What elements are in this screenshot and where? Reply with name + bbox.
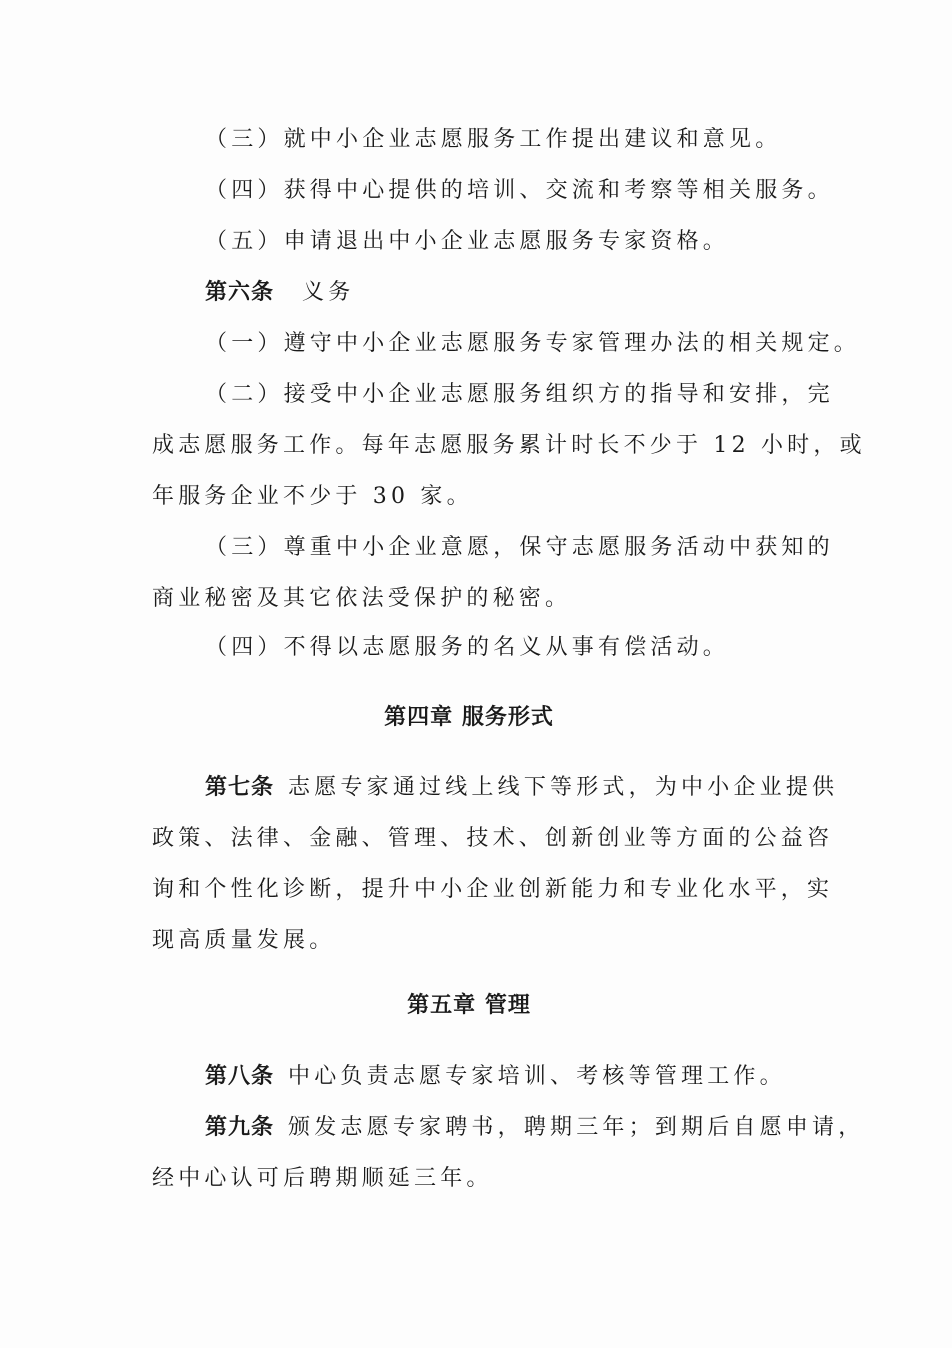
duty-item-3-line-1: （三）尊重中小企业意愿，保守志愿服务活动中获知的 — [205, 535, 834, 560]
article-9-label: 第九条 — [205, 1115, 275, 1140]
duty-item-2-line-1: （二）接受中小企业志愿服务组织方的指导和安排，完 — [205, 382, 834, 407]
article-6-label: 第六条 — [205, 280, 275, 305]
right-item-3: （三）就中小企业志愿服务工作提出建议和意见。 — [205, 127, 782, 152]
article-9-line-2: 经中心认可后聘期顺延三年。 — [152, 1166, 493, 1191]
article-7-line-3: 询和个性化诊断，提升中小企业创新能力和专业化水平，实 — [152, 877, 834, 902]
chapter-5-heading: 第五章 管理 — [407, 993, 531, 1018]
article-9-line-1 — [205, 1113, 865, 1143]
article-8-text: 中心负责志愿专家培训、考核等管理工作。 — [288, 1064, 786, 1089]
article-8 — [205, 1062, 786, 1092]
article-8-label: 第八条 — [205, 1064, 275, 1089]
right-item-5: （五）申请退出中小企业志愿服务专家资格。 — [205, 229, 730, 254]
duty-item-2-line-3: 年服务企业不少于 30 家。 — [152, 484, 473, 509]
article-7-line-4: 现高质量发展。 — [152, 928, 336, 953]
article-7-line-1 — [205, 773, 839, 803]
article-9-text: 颁发志愿专家聘书，聘期三年；到期后自愿申请， — [288, 1115, 865, 1140]
right-item-4: （四）获得中心提供的培训、交流和考察等相关服务。 — [205, 178, 834, 203]
duty-item-3-line-2: 商业秘密及其它依法受保护的秘密。 — [152, 586, 572, 611]
article-6 — [205, 278, 786, 308]
duty-item-1: （一）遵守中小企业志愿服务专家管理办法的相关规定。 — [205, 331, 861, 356]
article-7-label: 第七条 — [205, 775, 275, 800]
article-7-line-2: 政策、法律、金融、管理、技术、创新创业等方面的公益咨 — [152, 826, 834, 851]
article-7-text: 志愿专家通过线上线下等形式，为中小企业提供 — [288, 775, 839, 800]
duty-item-2-line-2: 成志愿服务工作。每年志愿服务累计时长不少于 12 小时，或 — [152, 433, 866, 458]
duty-item-4: （四）不得以志愿服务的名义从事有偿活动。 — [205, 635, 730, 660]
chapter-4-heading: 第四章 服务形式 — [384, 705, 554, 730]
article-6-title: 义务 — [302, 280, 355, 305]
